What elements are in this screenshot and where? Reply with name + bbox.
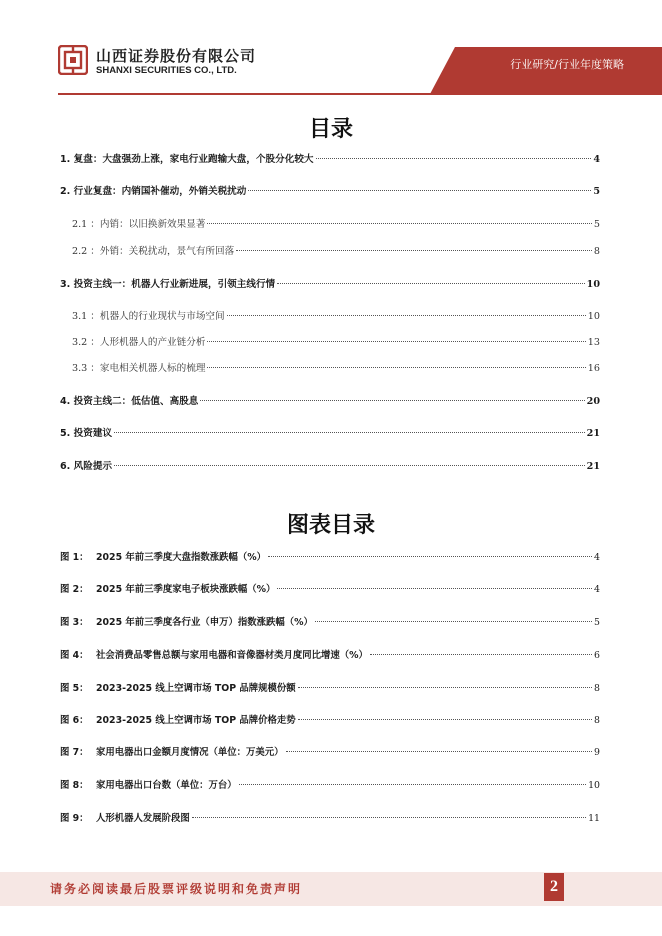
toc-entry-text: 3. 投资主线一：机器人行业新进展，引领主线行情 <box>60 279 276 290</box>
figure-leader-dots <box>268 556 592 557</box>
figure-entry-label: 图 9： <box>60 813 89 824</box>
figure-entry-label: 图 8： <box>60 780 89 791</box>
toc-leader-dots <box>248 190 591 191</box>
figure-entry[interactable] <box>60 714 600 728</box>
figure-leader-dots <box>239 784 586 785</box>
figure-entry-label: 图 2： <box>60 584 89 595</box>
toc-leader-dots <box>277 283 585 284</box>
toc-leader-dots <box>114 465 585 466</box>
toc-entry[interactable] <box>72 218 600 232</box>
figure-entry[interactable] <box>60 812 600 826</box>
toc-entry[interactable] <box>60 427 600 441</box>
toc-leader-dots <box>207 341 585 342</box>
figure-entry-page: 4 <box>594 552 600 563</box>
figure-entry-page: 10 <box>588 780 600 791</box>
toc-entry[interactable] <box>72 362 600 376</box>
figure-leader-dots <box>315 621 592 622</box>
toc-entry[interactable] <box>60 153 600 167</box>
company-name-en: SHANXI SECURITIES CO., LTD. <box>96 65 237 76</box>
toc-entry-text: 5. 投资建议 <box>60 428 113 439</box>
toc-entry-page: 8 <box>593 246 600 257</box>
figure-entry-page: 9 <box>594 747 600 758</box>
toc-entry[interactable] <box>60 460 600 474</box>
figure-entry-label: 图 1： <box>60 552 89 563</box>
page-header <box>0 0 662 96</box>
toc-entry-page: 21 <box>586 461 600 472</box>
figure-entry-page: 8 <box>594 683 600 694</box>
figure-entry-page: 5 <box>594 617 600 628</box>
toc-leader-dots <box>236 250 592 251</box>
toc-entry[interactable] <box>60 278 600 292</box>
toc-entry-text: 3.3 ：家电相关机器人标的梳理 <box>72 363 206 374</box>
toc-entry-page: 20 <box>586 396 600 407</box>
figure-entry-label: 图 4： <box>60 650 89 661</box>
figure-entry-text: 人形机器人发展阶段图 <box>96 813 190 824</box>
toc-entry-page: 21 <box>586 428 600 439</box>
figure-entry-text: 家用电器出口金额月度情况（单位：万美元） <box>96 747 284 758</box>
toc-entry-text: 2.1 ：内销：以旧换新效果显著 <box>72 219 206 230</box>
figure-leader-dots <box>298 687 592 688</box>
toc-entry-text: 3.1 ：机器人的行业现状与市场空间 <box>72 311 225 322</box>
toc-entry-page: 10 <box>587 311 600 322</box>
figure-entry[interactable] <box>60 746 600 760</box>
figure-entry-page: 8 <box>594 715 600 726</box>
toc-entry-text: 2.2 ：外销：关税扰动，景气有所回落 <box>72 246 235 257</box>
toc-entry-page: 16 <box>587 363 600 374</box>
figure-entry-label: 图 5： <box>60 683 89 694</box>
figure-entry[interactable] <box>60 616 600 630</box>
figure-entry-label: 图 7： <box>60 747 89 758</box>
figure-list-title: 图表目录 <box>286 513 375 538</box>
toc-entry[interactable] <box>72 245 600 259</box>
toc-entry[interactable] <box>60 395 600 409</box>
figure-entry-page: 11 <box>588 813 600 824</box>
figure-entry[interactable] <box>60 649 600 663</box>
figure-entry[interactable] <box>60 551 600 565</box>
figure-entry-text: 2025 年前三季度大盘指数涨跌幅（%） <box>96 552 267 563</box>
header-red-band <box>0 0 662 96</box>
figure-entry-label: 图 6： <box>60 715 89 726</box>
figure-entry-label: 图 3： <box>60 617 89 628</box>
figure-entry-text: 2025 年前三季度各行业（申万）指数涨跌幅（%） <box>96 617 313 628</box>
toc-leader-dots <box>200 400 584 401</box>
toc-entry-page: 13 <box>587 337 600 348</box>
figure-entry-page: 6 <box>594 650 600 661</box>
footer-disclaimer: 请务必阅读最后股票评级说明和免责声明 <box>50 882 303 896</box>
toc-leader-dots <box>114 432 585 433</box>
figure-entry[interactable] <box>60 682 600 696</box>
toc-entry-text: 1. 复盘：大盘强劲上涨，家电行业跑输大盘，个股分化较大 <box>60 154 314 165</box>
report-type-label: 行业研究/行业年度策略 <box>510 58 624 71</box>
figure-entry-page: 4 <box>594 584 600 595</box>
toc-leader-dots <box>227 315 586 316</box>
toc-entry-text: 2. 行业复盘：内销国补催动，外销关税扰动 <box>60 186 247 197</box>
toc-entry-page: 5 <box>593 219 600 230</box>
toc-entry-text: 3.2 ：人形机器人的产业链分析 <box>72 337 206 348</box>
toc-entry-text: 6. 风险提示 <box>60 461 113 472</box>
figure-entry-text: 2023-2025 线上空调市场 TOP 品牌价格走势 <box>96 715 296 726</box>
toc-leader-dots <box>207 223 591 224</box>
figure-entry-text: 2023-2025 线上空调市场 TOP 品牌规模份额 <box>96 683 296 694</box>
toc-entry[interactable] <box>60 185 600 199</box>
figure-leader-dots <box>286 751 593 752</box>
toc-leader-dots <box>316 158 592 159</box>
figure-leader-dots <box>192 817 586 818</box>
figure-leader-dots <box>277 588 592 589</box>
toc-entry-page: 10 <box>586 279 600 290</box>
toc-entry-page: 5 <box>593 186 600 197</box>
figure-leader-dots <box>370 654 592 655</box>
toc-entry[interactable] <box>72 336 600 350</box>
toc-entry[interactable] <box>72 310 600 324</box>
page-number: 2 <box>544 873 564 901</box>
figure-entry[interactable] <box>60 779 600 793</box>
toc-title: 目录 <box>308 117 353 142</box>
toc-leader-dots <box>207 367 585 368</box>
toc-entry-text: 4. 投资主线二：低估值、高股息 <box>60 396 199 407</box>
figure-entry-text: 2025 年前三季度家电子板块涨跌幅（%） <box>96 584 276 595</box>
figure-entry-text: 社会消费品零售总额与家用电器和音像器材类月度同比增速（%） <box>96 650 368 661</box>
company-name-cn: 山西证券股份有限公司 <box>96 47 257 65</box>
toc-entry-page: 4 <box>593 154 600 165</box>
figure-entry[interactable] <box>60 583 600 597</box>
figure-leader-dots <box>298 719 592 720</box>
figure-entry-text: 家用电器出口台数（单位：万台） <box>96 780 237 791</box>
